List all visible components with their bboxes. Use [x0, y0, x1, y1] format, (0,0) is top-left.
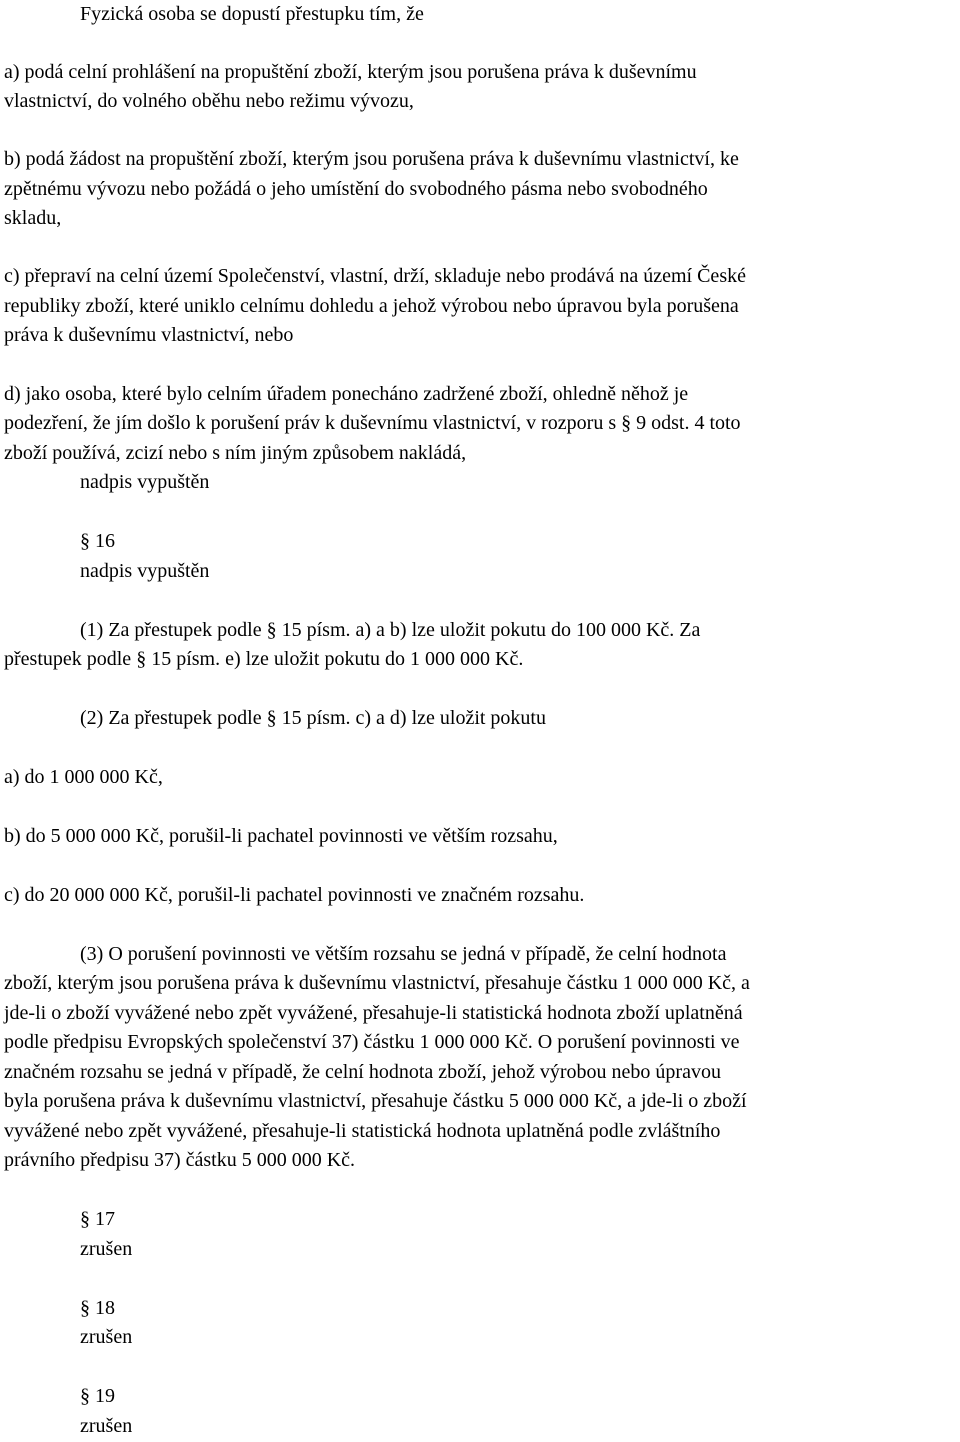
text-line: Fyzická osoba se dopustí přestupku tím, že: [80, 3, 424, 25]
text-line: § 17: [80, 1208, 115, 1230]
text-line: b) podá žádost na propuštění zboží, kterým jsou porušena práva k duševnímu vlastnictví, ke: [4, 148, 739, 170]
text-line: § 19: [80, 1385, 115, 1407]
text-line: podle předpisu Evropských společenství 37) částku 1 000 000 Kč. O porušení povinnosti ve: [4, 1031, 740, 1053]
text-line: zrušen: [80, 1238, 133, 1260]
text-line: b) do 5 000 000 Kč, porušil-li pachatel povinnosti ve větším rozsahu,: [4, 825, 558, 847]
text-line: vlastnictví, do volného oběhu nebo režimu vývozu,: [4, 90, 414, 112]
text-line: c) přepraví na celní území Společenství, vlastní, drží, skladuje nebo prodává na území České: [4, 265, 746, 287]
text-line: zrušen: [80, 1326, 133, 1348]
text-line: § 16: [80, 530, 115, 552]
text-line: a) podá celní prohlášení na propuštění zboží, kterým jsou porušena práva k duševnímu: [4, 61, 697, 83]
text-line: (2) Za přestupek podle § 15 písm. c) a d) lze uložit pokutu: [80, 707, 546, 729]
text-line: právního předpisu 37) částku 5 000 000 Kč.: [4, 1149, 356, 1171]
text-line: zpětnému vývozu nebo požádá o jeho umístění do svobodného pásma nebo svobodného: [4, 178, 708, 200]
text-line: zboží používá, zcizí nebo s ním jiným způsobem nakládá,: [4, 442, 467, 464]
text-line: skladu,: [4, 207, 62, 229]
text-line: nadpis vypuštěn: [80, 560, 210, 582]
text-line: značném rozsahu se jedná v případě, že celní hodnota zboží, jehož výrobou nebo úpravou: [4, 1061, 721, 1083]
text-line: zboží, kterým jsou porušena práva k duševnímu vlastnictví, přesahuje částku 1 000 000 Kč, a: [4, 972, 750, 994]
text-line: jde-li o zboží vyvážené nebo zpět vyvážené, přesahuje-li statistická hodnota zboží uplatněná: [4, 1002, 743, 1024]
text-line: zrušen: [80, 1415, 133, 1437]
text-line: d) jako osoba, které bylo celním úřadem ponecháno zadržené zboží, ohledně něhož je: [4, 383, 689, 405]
text-line: republiky zboží, které uniklo celnímu dohledu a jehož výrobou nebo úpravou byla porušena: [4, 295, 739, 317]
text-line: podezření, že jím došlo k porušení práv k duševnímu vlastnictví, v rozporu s § 9 odst. 4 toto: [4, 412, 741, 434]
text-line: byla porušena práva k duševnímu vlastnictví, přesahuje částku 5 000 000 Kč, a jde-li o zboží: [4, 1090, 747, 1112]
text-line: a) do 1 000 000 Kč,: [4, 766, 163, 788]
text-line: c) do 20 000 000 Kč, porušil-li pachatel povinnosti ve značném rozsahu.: [4, 884, 585, 906]
text-line: vyvážené nebo zpět vyvážené, přesahuje-li statistická hodnota uplatněná podle zvláštního: [4, 1120, 721, 1142]
text-line: nadpis vypuštěn: [80, 471, 210, 493]
text-line: práva k duševnímu vlastnictví, nebo: [4, 324, 294, 346]
text-line: (3) O porušení povinnosti ve větším rozsahu se jedná v případě, že celní hodnota: [80, 943, 727, 965]
text-line: (1) Za přestupek podle § 15 písm. a) a b) lze uložit pokutu do 100 000 Kč. Za: [80, 619, 701, 641]
text-line: přestupek podle § 15 písm. e) lze uložit pokutu do 1 000 000 Kč.: [4, 648, 524, 670]
text-line: § 18: [80, 1297, 115, 1319]
